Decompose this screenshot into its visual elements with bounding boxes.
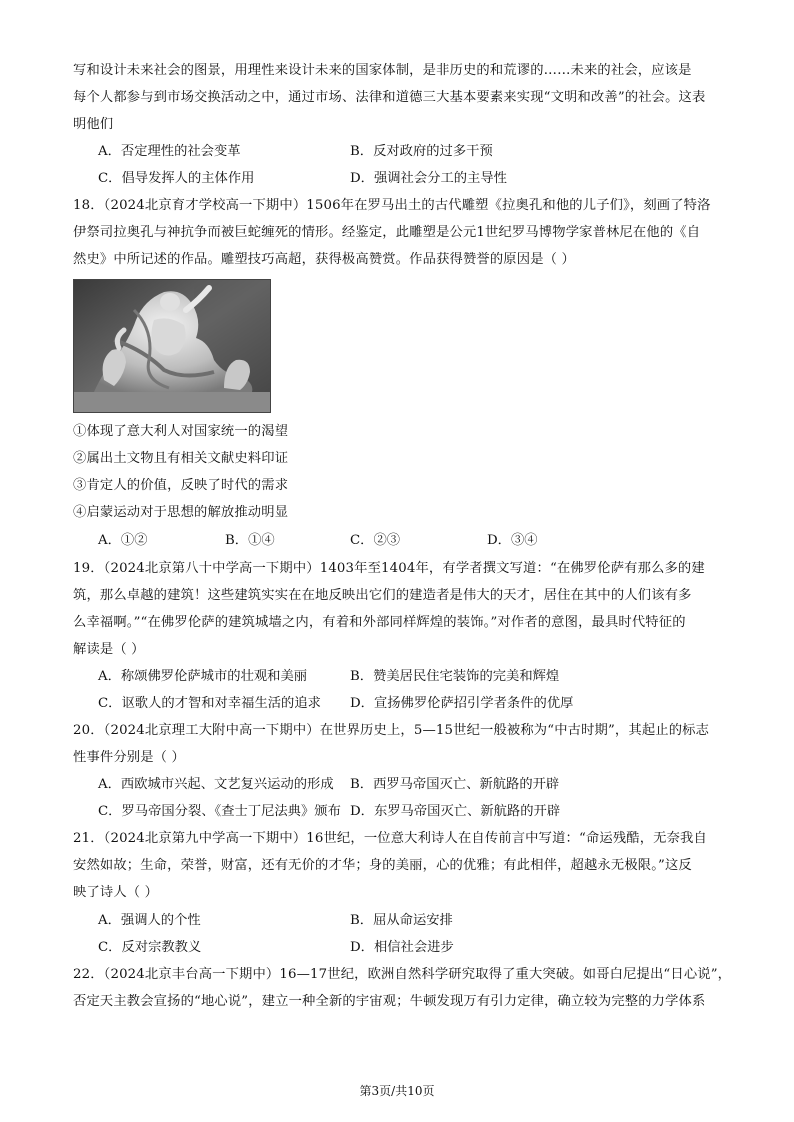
q21-line-2: 安然如故；生命，荣誉，财富，还有无价的才华；身的美丽，心的优雅；有此相伴，超越永无极限。”这反 xyxy=(73,858,692,873)
q20-option-a: A．西欧城市兴起、文艺复兴运动的形成 xyxy=(98,777,334,792)
q18-line-2: 伊祭司拉奥孔与神抗争而被巨蛇缠死的情形。经鉴定，此雕塑是公元1世纪罗马博物学家普林尼在他的《自 xyxy=(73,225,701,240)
q18-statement-4: ④启蒙运动对于思想的解放推动明显 xyxy=(73,505,289,520)
q19-option-c: C．讴歌人的才智和对幸福生活的追求 xyxy=(98,696,321,711)
q18-line-3: 然史》中所记述的作品。雕塑技巧高超，获得极高赞赏。作品获得赞誉的原因是（ ） xyxy=(73,252,575,267)
q20-option-d: D．东罗马帝国灭亡、新航路的开辟 xyxy=(350,804,561,819)
q17-line-2: 每个人都参与到市场交换活动之中，通过市场、法律和道德三大基本要素来实现“文明和改善”的社会。这表 xyxy=(73,90,706,105)
q21-option-d: D．相信社会进步 xyxy=(350,940,454,955)
q19-line-3: 么幸福啊。”“在佛罗伦萨的建筑城墙之内，有着和外部同样辉煌的装饰。”对作者的意图，最具时代特征的 xyxy=(73,615,686,630)
q21-option-b: B．屈从命运安排 xyxy=(350,913,453,928)
q19-line-2: 筑，那么卓越的建筑！这些建筑实实在在地反映出它们的建造者是伟大的天才，居住在其中的人们该有多 xyxy=(73,588,692,603)
page-number: 第3页/共10页 xyxy=(359,1084,435,1098)
q21-option-c: C．反对宗教教义 xyxy=(98,940,202,955)
q17-option-d: D．强调社会分工的主导性 xyxy=(350,171,507,186)
q21-option-a: A．强调人的个性 xyxy=(98,913,201,928)
laocoon-sculpture-image xyxy=(73,279,271,413)
q20-line-1: 20．（2024北京理工大附中高一下期中）在世界历史上，5—15世纪一般被称为“中古时期”，其起止的标志 xyxy=(73,723,710,738)
laocoon-sculpture-drawing xyxy=(74,280,270,412)
q18-line-1: 18．（2024北京育才学校高一下期中）1506年在罗马出土的古代雕塑《拉奥孔和他的儿子们》，刻画了特洛 xyxy=(73,198,711,213)
q17-line-1: 写和设计未来社会的图景，用理性来设计未来的国家体制，是非历史的和荒谬的……未来的社会，应该是 xyxy=(73,63,692,78)
q18-statement-3: ③肯定人的价值，反映了时代的需求 xyxy=(73,478,289,493)
q17-option-c: C．倡导发挥人的主体作用 xyxy=(98,171,255,186)
q17-option-b: B．反对政府的过多干预 xyxy=(350,144,493,159)
q22-line-1: 22．（2024北京丰台高一下期中）16—17世纪，欧洲自然科学研究取得了重大突破。如哥白尼提出“日心说”， xyxy=(73,967,732,982)
q17-option-a: A．否定理性的社会变革 xyxy=(98,144,241,159)
q17-line-3: 明他们 xyxy=(73,117,114,132)
q19-option-a: A．称颂佛罗伦萨城市的壮观和美丽 xyxy=(98,669,308,684)
q19-option-b: B．赞美居民住宅装饰的完美和辉煌 xyxy=(350,669,560,684)
q21-line-1: 21．（2024北京第九中学高一下期中）16世纪，一位意大利诗人在自传前言中写道：“命运残酷，无奈我自 xyxy=(73,831,707,846)
q18-option-b: B．①④ xyxy=(225,533,275,548)
q22-line-2: 否定天主教会宣扬的“地心说”，建立一种全新的宇宙观；牛顿发现万有引力定律，确立较为完整的力学体系 xyxy=(73,994,706,1009)
q18-statement-1: ①体现了意大利人对国家统一的渴望 xyxy=(73,424,289,439)
q21-line-3: 映了诗人（ ） xyxy=(73,885,159,900)
q19-option-d: D．宣扬佛罗伦萨招引学者条件的优厚 xyxy=(350,696,574,711)
q20-option-b: B．西罗马帝国灭亡、新航路的开辟 xyxy=(350,777,560,792)
q18-option-d: D．③④ xyxy=(487,533,538,548)
q19-line-4: 解读是（ ） xyxy=(73,642,145,657)
q19-line-1: 19．（2024北京第八十中学高一下期中）1403年至1404年，有学者撰文写道：“在佛罗伦萨有那么多的建 xyxy=(73,561,705,576)
q20-option-c: C．罗马帝国分裂、《查士丁尼法典》颁布 xyxy=(98,804,341,819)
q18-statement-2: ②属出土文物且有相关文献史料印证 xyxy=(73,451,289,466)
q18-option-a: A．①② xyxy=(98,533,148,548)
q18-option-c: C．②③ xyxy=(350,533,401,548)
q20-line-2: 性事件分别是（ ） xyxy=(73,750,185,765)
